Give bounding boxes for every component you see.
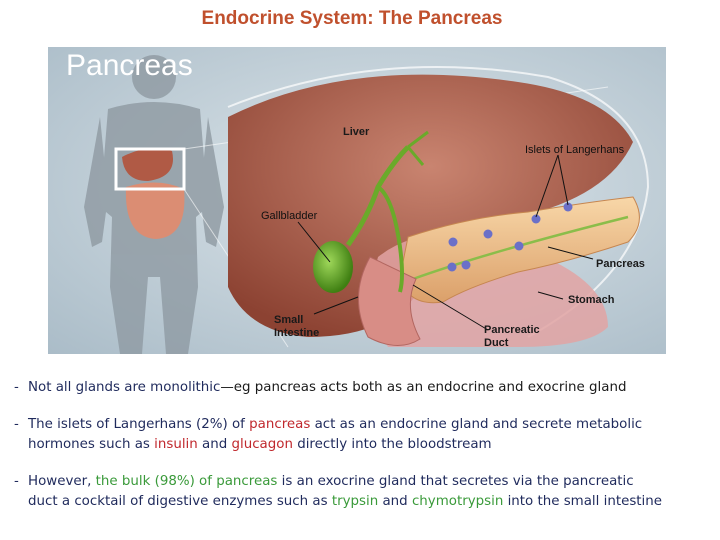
bullet-line bbox=[28, 415, 714, 435]
bullet-list bbox=[14, 378, 714, 529]
page-title: Endocrine System: The Pancreas bbox=[201, 8, 503, 29]
bullet-dash: - bbox=[14, 417, 19, 432]
pancreatic-duct-label-2: Duct bbox=[484, 337, 509, 349]
small-intestine-label-2: Intestine bbox=[274, 327, 320, 339]
bullet-text: The islets of Langerhans (2%) of bbox=[28, 417, 250, 432]
pancreatic-duct-label-1: Pancreatic bbox=[484, 324, 540, 336]
bullet-highlight: pancreas bbox=[249, 417, 311, 432]
bullet-highlight: chymotrypsin bbox=[411, 494, 504, 509]
anatomy-diagram bbox=[48, 47, 666, 354]
bullet-text: Not all glands are monolithic bbox=[28, 380, 221, 395]
islet-dot bbox=[448, 263, 457, 272]
stomach-label: Stomach bbox=[568, 294, 615, 306]
bullet-text: hormones such as bbox=[28, 437, 155, 452]
figure-heading: Pancreas bbox=[66, 49, 193, 82]
islet-dot bbox=[462, 261, 471, 270]
bullet-line bbox=[28, 492, 714, 512]
bullet-text: directly into the bloodstream bbox=[292, 437, 492, 452]
bullet-highlight: glucagon bbox=[231, 437, 293, 452]
islet-dot bbox=[449, 238, 458, 247]
bullet-line bbox=[28, 378, 714, 398]
islet-dot bbox=[484, 230, 493, 239]
bullet-text: and bbox=[378, 494, 412, 509]
bullet-highlight: the bulk (98%) of pancreas bbox=[95, 474, 278, 489]
bullet-text: is an exocrine gland that secretes via the pancreatic bbox=[277, 474, 634, 489]
bullet-line bbox=[28, 472, 714, 492]
bullet-highlight: trypsin bbox=[331, 494, 379, 509]
bullet-text: duct a cocktail of digestive enzymes such as bbox=[28, 494, 332, 509]
bullet-text: and bbox=[197, 437, 232, 452]
bullet-text: act as an endocrine gland and secrete metabolic bbox=[310, 417, 643, 432]
liver-label: Liver bbox=[343, 126, 370, 138]
bullet-item bbox=[14, 472, 714, 512]
bullet-dash: - bbox=[14, 474, 19, 489]
bullet-text: into the small intestine bbox=[503, 494, 662, 509]
bullet-item bbox=[14, 415, 714, 455]
bullet-item bbox=[14, 378, 714, 398]
bullet-line bbox=[28, 435, 714, 455]
islets-label: Islets of Langerhans bbox=[525, 144, 625, 156]
pancreas-illustration bbox=[48, 47, 666, 354]
pancreas-label: Pancreas bbox=[596, 258, 645, 270]
bullet-highlight: insulin bbox=[154, 437, 198, 452]
bullet-dash: - bbox=[14, 380, 19, 395]
bullet-text: —eg pancreas acts both as an endocrine and exocrine gland bbox=[220, 380, 627, 395]
small-intestine-label-1: Small bbox=[274, 314, 304, 326]
islet-dot bbox=[515, 242, 524, 251]
gallbladder-label: Gallbladder bbox=[261, 210, 318, 222]
bullet-text: However, bbox=[28, 474, 96, 489]
